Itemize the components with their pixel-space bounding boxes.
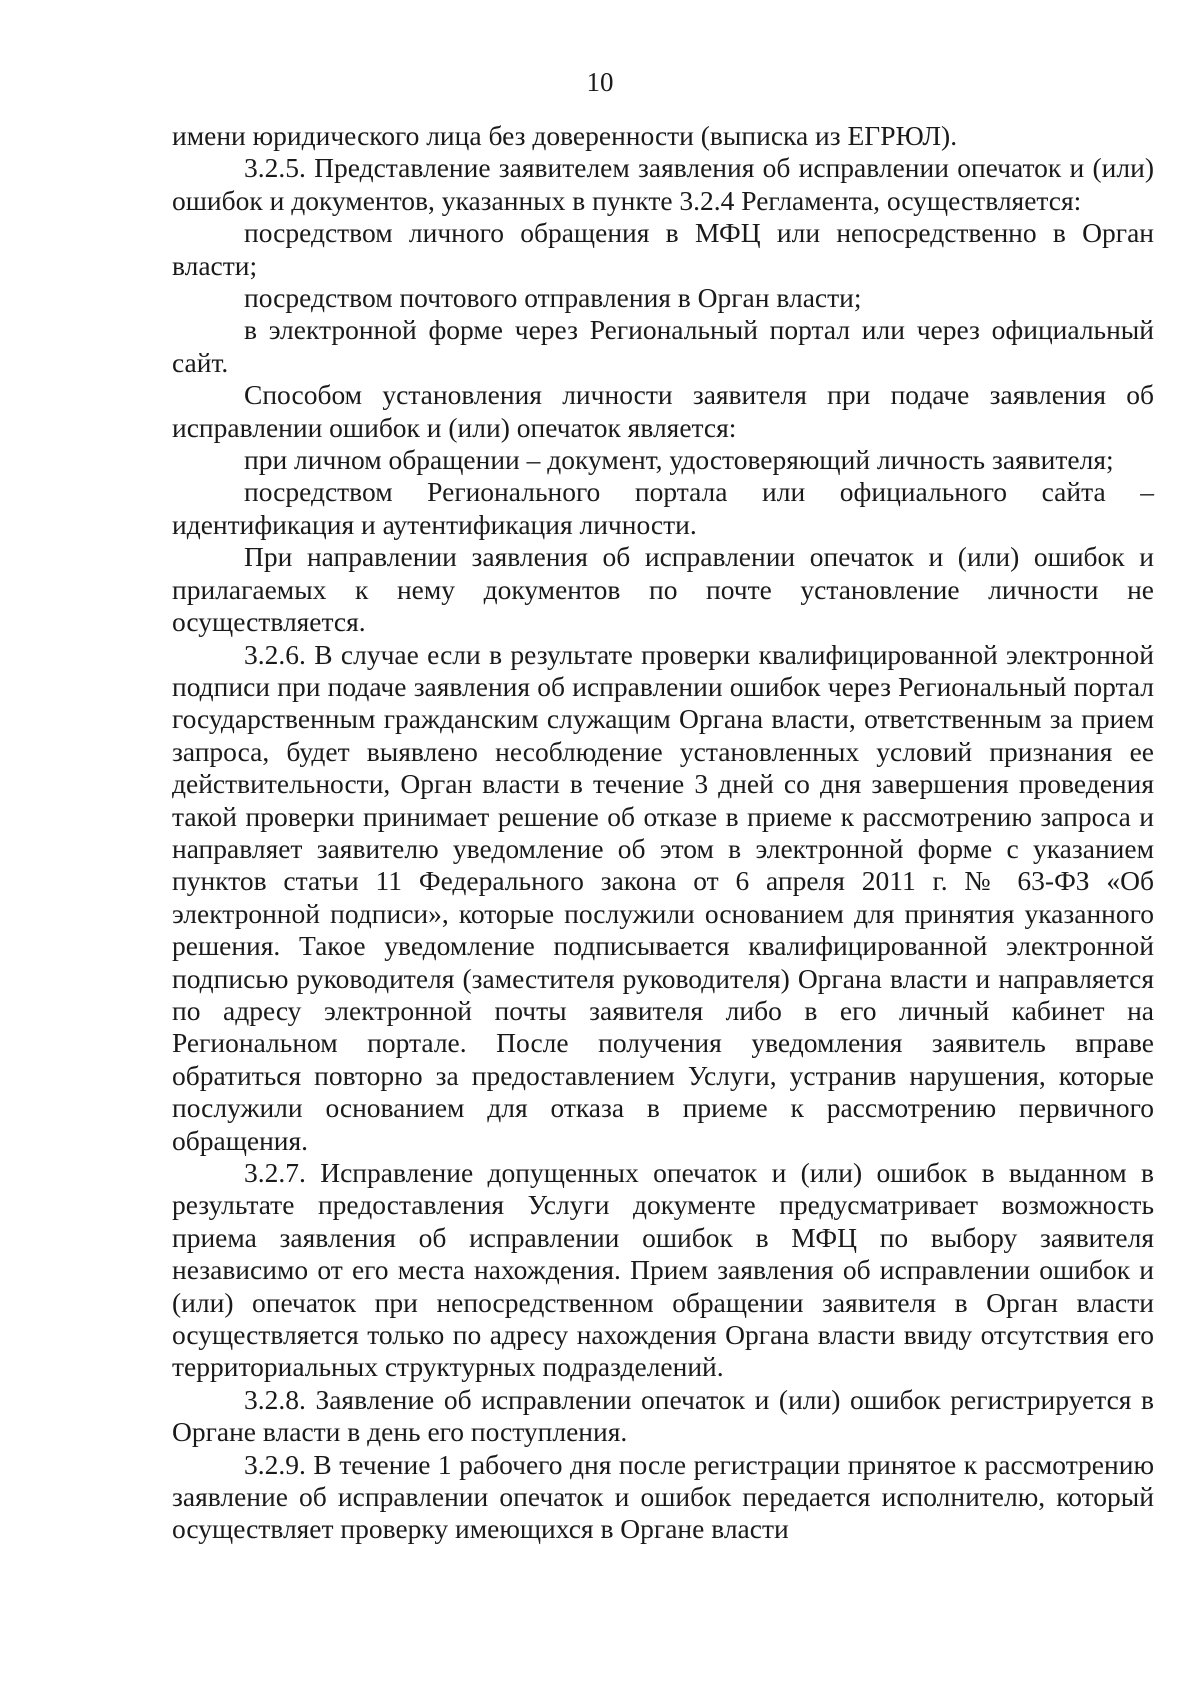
paragraph-postal-identity: При направлении заявления об исправлении опечаток и (или) ошибок и прилагаемых к нему документов по почте установление личности не осуществляется. — [172, 541, 1154, 638]
paragraph-identity-document: при личном обращении – документ, удостоверяющий личность заявителя; — [244, 444, 1114, 476]
paragraph-personal-visit: посредством личного обращения в МФЦ или непосредственно в Орган власти; — [172, 217, 1154, 281]
paragraph-egrul-continuation: имени юридического лица без доверенности (выписка из ЕГРЮЛ). — [172, 120, 958, 151]
paragraph-identity-portal: посредством Регионального портала или официального сайта – идентификация и аутентификация личности. — [172, 476, 1154, 540]
paragraph-3-2-6: 3.2.6. В случае если в результате проверки квалифицированной электронной подписи при подаче заявления об исправлении ошибок через Региональный портал государственным гражданским служащим Органа власти, ответственным за прием запроса, будет выявлено несоблюдение установленных условий признания ее действительности, Орган власти в течение 3 дней со дня завершения проведения такой проверки принимает решение об отказе в приеме к рассмотрению запроса и направляет заявителю уведомление об этом в электронной форме с указанием пунктов статьи 11 Федерального закона от 6 апреля 2011 г. № 63-ФЗ «Об электронной подписи», которые послужили основанием для принятия указанного решения. Такое уведомление подписывается квалифицированной электронной подписью руководителя (заместителя руководителя) Органа власти и направляется по адресу электронной почты заявителя либо в его личный кабинет на Региональном портале. После получения уведомления заявитель вправе обратиться повторно за предоставлением Услуги, устранив нарушения, которые послужили основанием для отказа в приеме к рассмотрению первичного обращения. — [172, 638, 1154, 1156]
page-number: 10 — [586, 67, 614, 97]
paragraph-3-2-7: 3.2.7. Исправление допущенных опечаток и (или) ошибок в выданном в результате предоставления Услуги документе предусматривает возможность приема заявления об исправлении ошибок в МФЦ по выбору заявителя независимо от его места нахождения. Прием заявления об исправлении ошибок и (или) опечаток при непосредственном обращении заявителя в Орган власти осуществляется только по адресу нахождения Органа власти ввиду отсутствия его территориальных структурных подразделений. — [172, 1157, 1154, 1383]
paragraph-3-2-5: 3.2.5. Представление заявителем заявления об исправлении опечаток и (или) ошибок и документов, указанных в пункте 3.2.4 Регламента, осуществляется: — [172, 152, 1154, 216]
document-body — [172, 120, 1154, 1546]
paragraph-3-2-9: 3.2.9. В течение 1 рабочего дня после регистрации принятое к рассмотрению заявление об исправлении опечаток и ошибок передается исполнителю, который осуществляет проверку имеющихся в Органе власти — [172, 1448, 1154, 1545]
paragraph-identification-method: Способом установления личности заявителя при подаче заявления об исправлении ошибок и (или) опечаток является: — [172, 379, 1154, 443]
paragraph-3-2-8: 3.2.8. Заявление об исправлении опечаток и (или) ошибок регистрируется в Органе власти в день его поступления. — [172, 1383, 1154, 1448]
paragraph-electronic: в электронной форме через Региональный портал или через официальный сайт. — [172, 314, 1154, 378]
paragraph-postal: посредством почтового отправления в Орган власти; — [244, 282, 862, 314]
